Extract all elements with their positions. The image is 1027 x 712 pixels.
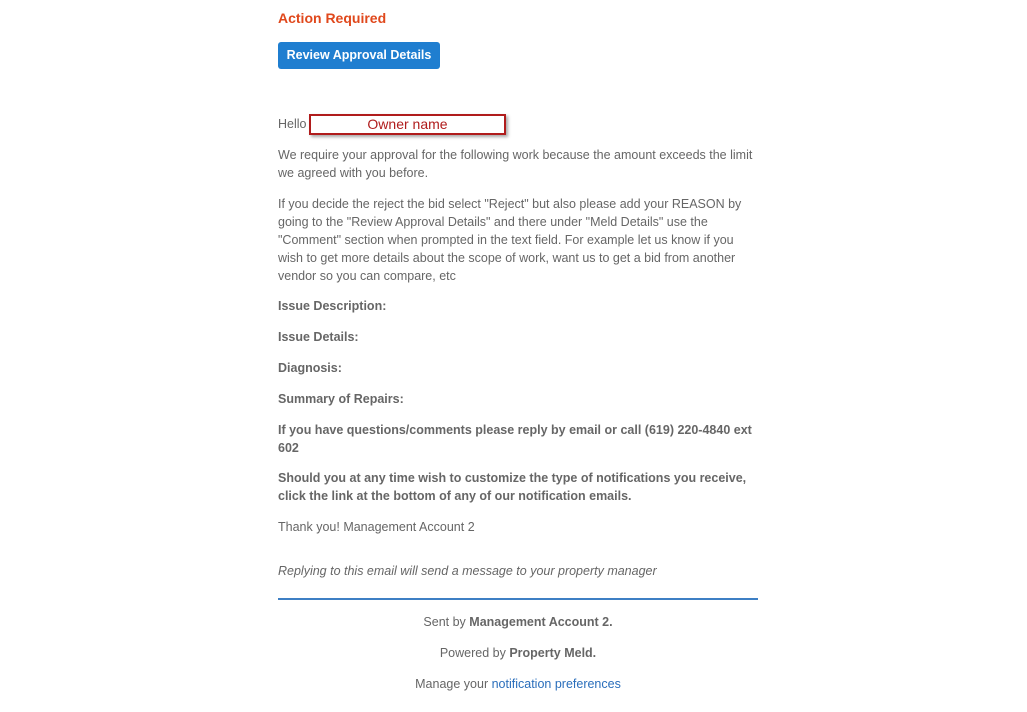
customize-notifications-text: Should you at any time wish to customize the type of notifications you receive, click the link at the bottom of any of our notification emails. (278, 471, 747, 503)
thank-you-text: Thank you! Management Account 2 (278, 520, 475, 534)
sent-by-name: Management Account 2. (469, 615, 613, 629)
sent-by-line (278, 613, 758, 631)
manage-prefix: Manage your (415, 677, 489, 691)
powered-by-line (278, 644, 758, 662)
reply-note: Replying to this email will send a message to your property manager (278, 564, 657, 578)
diagnosis-label: Diagnosis: (278, 361, 342, 375)
issue-details-label: Issue Details: (278, 330, 359, 344)
greeting-hello: Hello (278, 117, 307, 131)
review-approval-details-button[interactable]: Review Approval Details (278, 42, 440, 69)
approval-text: We require your approval for the following work because the amount exceeds the limit we agreed with you before. (278, 148, 753, 180)
issue-description-label: Issue Description: (278, 299, 387, 313)
summary-of-repairs-label: Summary of Repairs: (278, 392, 404, 406)
notification-preferences-link[interactable]: notification preferences (491, 677, 621, 691)
footer-divider (278, 598, 758, 600)
action-required-heading: Action Required (278, 10, 387, 26)
powered-by-name: Property Meld. (509, 646, 597, 660)
reject-instructions: If you decide the reject the bid select "Reject" but also please add your REASON by going to the "Review Approval Details" and there under "Meld Details" use the "Comment" section when prompted in the text field. For example let us know if you wish to get more details about the scope of work, want us to get a bid from another vendor so you can compare, etc (278, 197, 742, 283)
owner-name-placeholder: Owner name (309, 114, 506, 135)
powered-by-prefix: Powered by (439, 646, 506, 660)
sent-by-prefix: Sent by (423, 615, 466, 629)
manage-preferences-line (278, 675, 758, 693)
questions-contact-text: If you have questions/comments please reply by email or call (619) 220-4840 ext 602 (278, 423, 752, 455)
